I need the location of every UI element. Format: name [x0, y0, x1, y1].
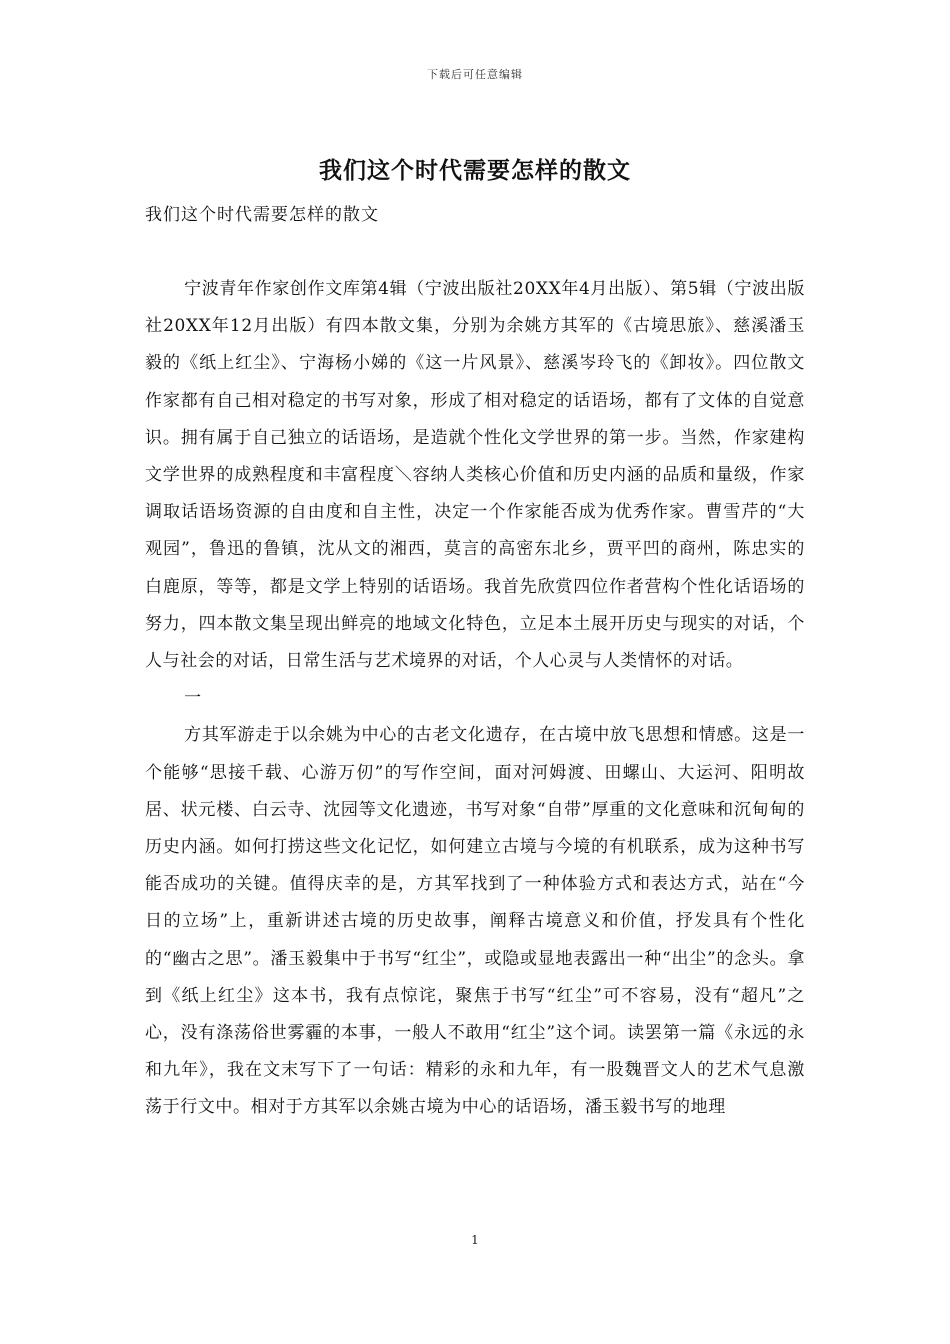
document-subtitle: 我们这个时代需要怎样的散文 — [145, 205, 379, 225]
document-title: 我们这个时代需要怎样的散文 — [319, 157, 631, 184]
section-mark: 一 — [184, 688, 202, 709]
page-header-note: 下载后可任意编辑 — [427, 68, 523, 81]
page-number: 1 — [471, 1233, 479, 1247]
body-paragraph-1: 宁波青年作家创作文库第4辑（宁波出版社20XX年4月出版）、第5辑（宁波出版社20XX年12月出版）有四本散文集，分别为余姚方其军的《古境思旅》、慈溪潘玉毅的《纸上红尘》、宁海杨小娣的《这一片风景》、慈溪岑玲飞的《卸妆》。四位散文作家都有自己相对稳定的书写对象，形成了相对稳定的话语场，都有了文体的自觉意识。拥有属于自己独立的话语场，是造就个性化文学世界的第一步。当然，作家建构文学世界的成熟程度和丰富程度＼容纳人类核心价值和历史内涵的品质和量级，作家调取话语场资源的自由度和自主性，决定一个作家能否成为优秀作家。曹雪芹的“大观园”，鲁迅的鲁镇，沈从文的湘西，莫言的高密东北乡，贾平凹的商州，陈忠实的白鹿原，等等，都是文学上特别的话语场。我首先欣赏四位作者营构个性化话语场的努力，四本散文集呈现出鲜亮的地域文化特色，立足本土展开历史与现实的对话，个人与社会的对话，日常生活与艺术境界的对话，个人心灵与人类情怀的对话。 — [145, 279, 805, 672]
body-paragraph-2: 方其军游走于以余姚为中心的古老文化遗存，在古境中放飞思想和情感。这是一个能够“思接千载、心游万仞”的写作空间，面对河姆渡、田螺山、大运河、阳明故居、状元楼、白云寺、沈园等文化遗迹，书写对象“自带”厚重的文化意味和沉甸甸的历史内涵。如何打捞这些文化记忆，如何建立古境与今境的有机联系，成为这种书写能否成功的关键。值得庆幸的是，方其军找到了一种体验方式和表达方式，站在“今日的立场”上，重新讲述古境的历史故事，阐释古境意义和价值，抒发具有个性化的“幽古之思”。潘玉毅集中于书写“红尘”，或隐或显地表露出一种“出尘”的念头。拿到《纸上红尘》这本书，我有点惊诧，聚焦于书写“红尘”可不容易，没有“超凡”之心，没有涤荡俗世雾霾的本事，一般人不敢用“红尘”这个词。读罢第一篇《永远的永和九年》，我在文末写下了一句话：精彩的永和九年，有一股魏晋文人的艺术气息激荡于行文中。相对于方其军以余姚古境为中心的话语场，潘玉毅书写的地理 — [145, 725, 805, 1118]
document-body — [145, 271, 805, 1127]
